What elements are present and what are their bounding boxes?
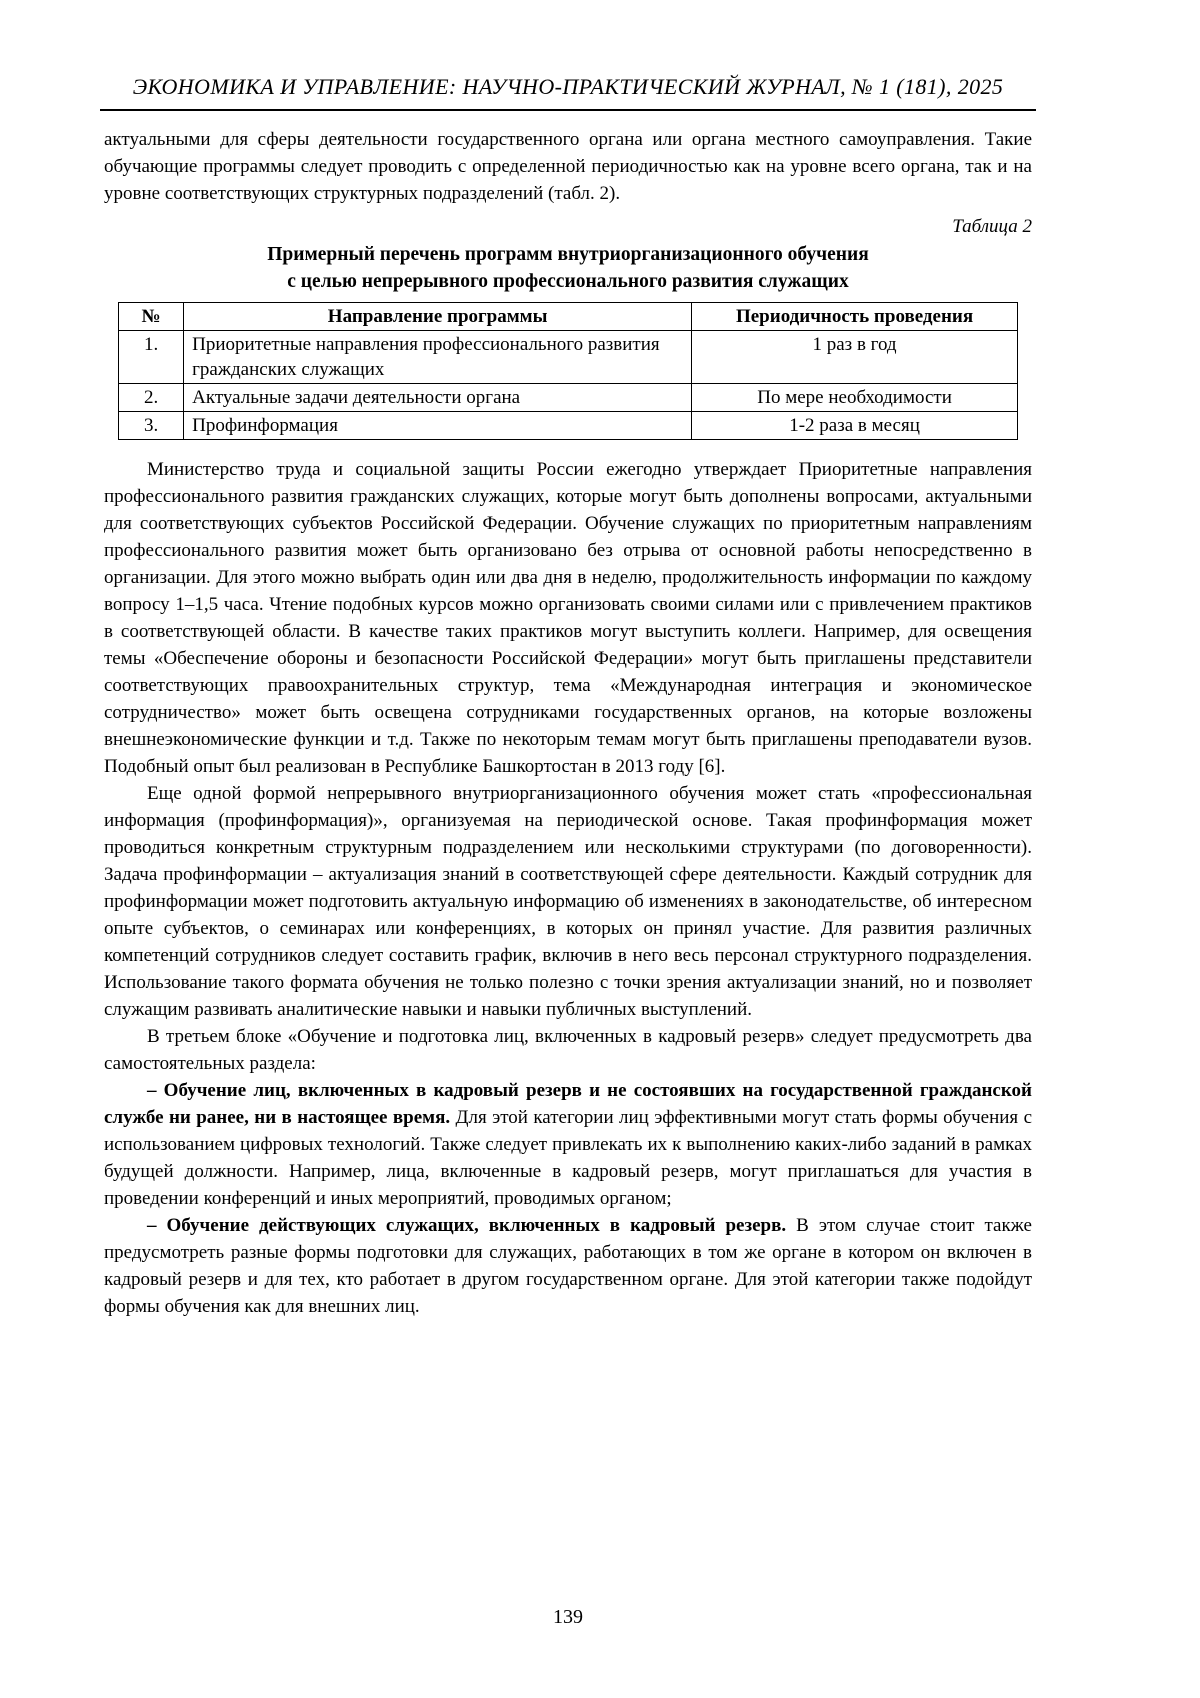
reserve-internal-text: В этом случае стоит также предусмотреть разные формы подготовки для служащих, работающих в том же органе в котором он включен в кадровый резерв и для тех, кто работает в другом государственном органе. Для этой категории также подойдут формы обучения как для внешних лиц. (104, 1215, 1032, 1317)
cell-program: Профинформация (184, 412, 692, 440)
page-number: 139 (553, 1606, 583, 1628)
cell-period: 1 раз в год (692, 331, 1018, 384)
journal-header (100, 74, 1036, 111)
cell-number: 3. (119, 412, 184, 440)
reserve-external-lead: – Обучение лиц, включенных в кадровый резерв и не состоявших на государственной гражданской службе ни ранее, ни в настоящее время. (104, 1080, 1032, 1128)
cell-number: 2. (119, 384, 184, 412)
column-header-program: Направление программы (184, 303, 692, 331)
paragraph-ministry: Министерство труда и социальной защиты России ежегодно утверждает Приоритетные направления профессионального развития гражданских служащих, которые могут быть дополнены вопросами, актуальными для соответствующих субъектов Российской Федерации. Обучение служащих по приоритетным направлениям профессионального развития может быть организовано без отрыва от основной работы непосредственно в организации. Для этого можно выбрать один или два дня в неделю, продолжительность информации по каждому вопросу 1–1,5 часа. Чтение подобных курсов можно организовать своими силами или с привлечением практиков в соответствующей области. В качестве таких практиков могут выступить коллеги. Например, для освещения темы «Обеспечение обороны и безопасности Российской Федерации» могут быть приглашены представители соответствующих правоохранительных структур, тема «Международная интеграция и экономическое сотрудничество» может быть освещена сотрудниками государственных органов, на которые возложены внешнеэкономические функции и т.д. Также по некоторым темам могут быть приглашены преподаватели вузов. Подобный опыт был реализован в Республике Башкортостан в 2013 году [6]. (104, 459, 1032, 777)
cell-program: Актуальные задачи деятельности органа (184, 384, 692, 412)
paragraph-reserve-internal (104, 1212, 1032, 1320)
page-content (104, 126, 1032, 1320)
table-title (104, 241, 1032, 295)
paragraph-reserve-external (104, 1077, 1032, 1212)
cell-period: По мере необходимости (692, 384, 1018, 412)
programs-table (118, 302, 1018, 440)
table-title-line2: с целью непрерывного профессионального развития служащих (287, 271, 849, 292)
table-title-line1: Примерный перечень программ внутриорганизационного обучения (267, 244, 869, 265)
cell-number: 1. (119, 331, 184, 384)
column-header-period: Периодичность проведения (692, 303, 1018, 331)
table-caption: Таблица 2 (952, 216, 1032, 237)
reserve-internal-lead: – Обучение действующих служащих, включенных в кадровый резерв. (147, 1215, 787, 1236)
reserve-external-text: Для этой категории лиц эффективными могут стать формы обучения с использованием цифровых технологий. Также следует привлекать их к выполнению каких-либо заданий в рамках будущей должности. Например, лица, включенные в кадровый резерв, могут приглашаться для участия в проведении конференций и иных мероприятий, проводимых органом; (104, 1107, 1032, 1209)
journal-title: ЭКОНОМИКА И УПРАВЛЕНИЕ: НАУЧНО-ПРАКТИЧЕСКИЙ ЖУРНАЛ, № 1 (181), 2025 (132, 74, 1004, 99)
table-row (119, 412, 1018, 440)
table-header-row (119, 303, 1018, 331)
column-header-number: № (119, 303, 184, 331)
paragraph-profinformation: Еще одной формой непрерывного внутриорганизационного обучения может стать «профессиональная информация (профинформация)», организуемая на периодической основе. Такая профинформация может проводиться конкретным структурным подразделением или несколькими структурами (по договоренности). Задача профинформации – актуализация знаний в соответствующей сфере деятельности. Каждый сотрудник для профинформации может подготовить актуальную информацию об изменениях в законодательстве, об интересном опыте субъектов, о семинарах или конференциях, в которых он принял участие. Для развития различных компетенций сотрудников следует составить график, включив в него весь персонал структурного подразделения. Использование такого формата обучения не только полезно с точки зрения актуализации знаний, но и позволяет служащим развивать аналитические навыки и навыки публичных выступлений. (104, 783, 1032, 1020)
table-row (119, 331, 1018, 384)
cell-program: Приоритетные направления профессионального развития гражданских служащих (184, 331, 692, 384)
table-row (119, 384, 1018, 412)
cell-period: 1-2 раза в месяц (692, 412, 1018, 440)
paragraph-third-block: В третьем блоке «Обучение и подготовка лиц, включенных в кадровый резерв» следует предусмотреть два самостоятельных раздела: (104, 1026, 1032, 1074)
paragraph-intro: актуальными для сферы деятельности государственного органа или органа местного самоуправления. Такие обучающие программы следует проводить с определенной периодичностью как на уровне всего органа, так и на уровне соответствующих структурных подразделений (табл. 2). (104, 129, 1032, 204)
